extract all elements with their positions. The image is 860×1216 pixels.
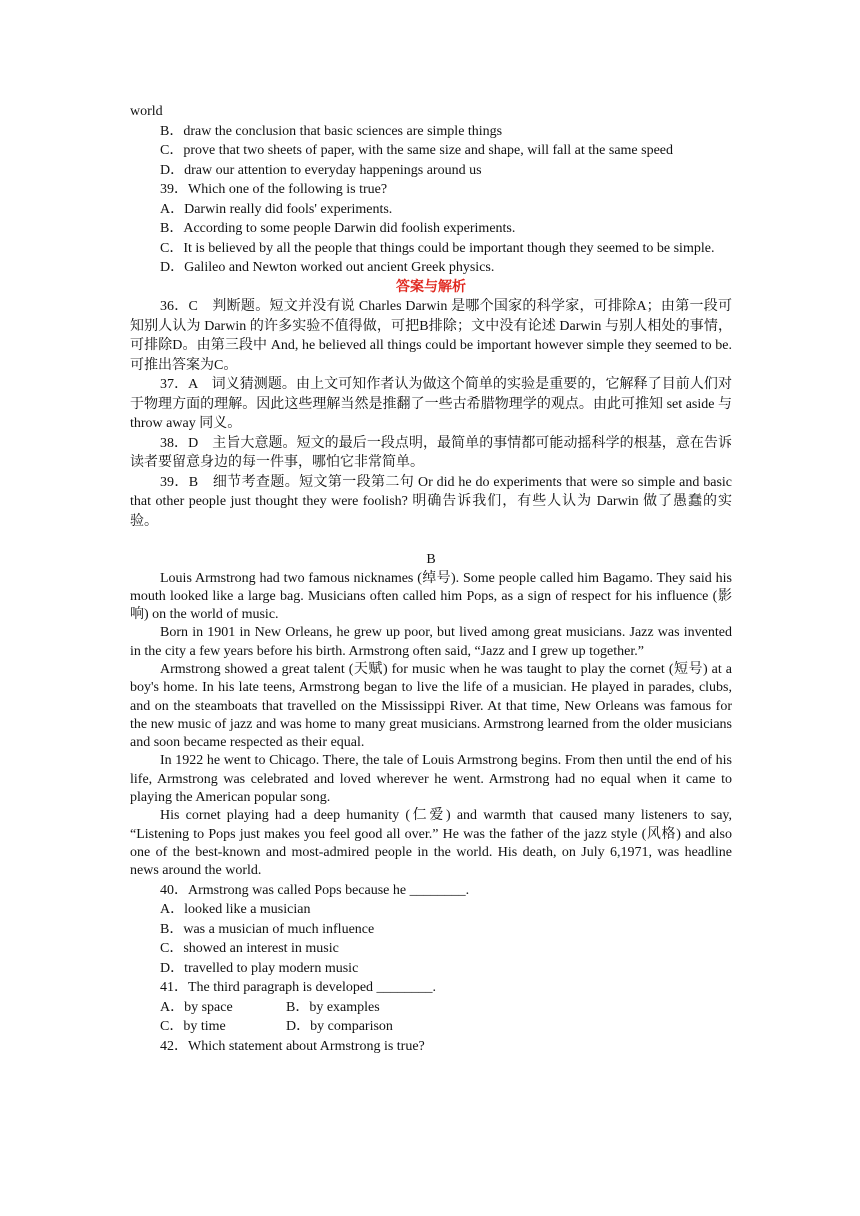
q39-option-b: B．According to some people Darwin did foolish experiments. bbox=[160, 221, 516, 236]
q41-option-d: D．by comparison bbox=[286, 1019, 393, 1035]
q41-stem: 41．The third paragraph is developed ________. bbox=[160, 980, 437, 996]
q39-option-c: C．It is believed by all the people that things could be important though they seemed to be simple. bbox=[160, 240, 715, 256]
passage-b-paragraph-2: Born in 1901 in New Orleans, he grew up poor, but lived among great musicians. Jazz was invented in the city a few years before his birth. Armstrong often said, “Jazz and I grew up together.” bbox=[130, 625, 732, 659]
q40-option-a: A．looked like a musician bbox=[160, 902, 311, 918]
q40-option-c: C．showed an interest in music bbox=[160, 941, 339, 957]
answer-39: 39．B 细节考查题。短文第一段第二句 Or did he do experiments that were so simple and basic that other people just thought they were foolish? 明确告诉我们，有些人认为 Darwin 做了愚蠢的实验。 bbox=[130, 474, 732, 529]
passage-b-paragraph-5: His cornet playing had a deep humanity (仁爱) and warmth that caused many listeners to say, “Listening to Pops just makes you feel good all over.” He was the father of the jazz style (风格) and also one of the best-known and most-admired people in the world. His death, on July 6,1971, was headline news around the world. bbox=[130, 808, 732, 879]
q41-option-b: B．by examples bbox=[286, 999, 380, 1015]
q39-stem: 39．Which one of the following is true? bbox=[160, 182, 388, 197]
answer-38: 38．D 主旨大意题。短文的最后一段点明，最简单的事情都可能动摇科学的根基，意在告诉读者要留意身边的每一件事，哪怕它非常简单。 bbox=[130, 435, 732, 470]
q42-stem: 42．Which statement about Armstrong is true? bbox=[160, 1038, 425, 1054]
q38-continuation: world bbox=[130, 104, 163, 119]
answer-36: 36．C 判断题。短文并没有说 Charles Darwin 是哪个国家的科学家，可排除A；由第一段可知别人认为 Darwin 的许多实验不值得做，可把B排除；文中没有论述 Darwin 与别人相处的事情，可排除D。由第三段中 And, he believed all things could be important however simple they seemed to be. 可推出答案为C。 bbox=[130, 299, 732, 373]
answers-heading: 答案与解析 bbox=[396, 279, 466, 295]
q39-option-a: A．Darwin really did fools' experiments. bbox=[160, 201, 393, 217]
section-gap bbox=[130, 531, 732, 550]
q40-stem: 40．Armstrong was called Pops because he ________. bbox=[160, 882, 470, 898]
q41-option-a: A．by space bbox=[160, 999, 233, 1015]
document-page bbox=[130, 102, 732, 1056]
passage-b-paragraph-3: Armstrong showed a great talent (天赋) for music when he was taught to play the cornet (短号) at a boy's home. In his late teens, Armstrong began to live the life of a musician. He played in parades, clubs, and on the steamboats that travelled on the Mississippi River. At that time, New Orleans was famous for the new music of jazz and was home to many great musicians. Armstrong learned from the older musicians and soon became respected as their equal. bbox=[130, 661, 732, 751]
q38-option-d: D．draw our attention to everyday happenings around us bbox=[160, 162, 482, 178]
q41-options-row-1 bbox=[130, 998, 732, 1018]
q41-option-c: C．by time bbox=[160, 1019, 226, 1035]
q40-option-b: B．was a musician of much influence bbox=[160, 921, 375, 937]
q38-option-c: C．prove that two sheets of paper, with the same size and shape, will fall at the same speed bbox=[160, 143, 674, 158]
q40-option-d: D．travelled to play modern music bbox=[160, 960, 359, 976]
passage-b-paragraph-4: In 1922 he went to Chicago. There, the tale of Louis Armstrong begins. From then until the end of his life, Armstrong was celebrated and loved wherever he went. Armstrong had no equal when it came to playing the American popular song. bbox=[130, 753, 732, 806]
q41-options-row-2 bbox=[130, 1017, 732, 1037]
answer-37: 37．A 词义猜测题。由上文可知作者认为做这个简单的实验是重要的，它解释了目前人们对于物理方面的理解。因此这些理解当然是推翻了一些古希腊物理学的观点。由此可推知 set aside 与 throw away 同义。 bbox=[130, 377, 732, 431]
passage-b-label: B bbox=[426, 552, 436, 567]
q39-option-d: D．Galileo and Newton worked out ancient Greek physics. bbox=[160, 260, 495, 275]
passage-b-paragraph-1: Louis Armstrong had two famous nicknames (绰号). Some people called him Bagamo. They said his mouth looked like a large bag. Musicians often called him Pops, as a sign of respect for his influence (影响) on the world of music. bbox=[130, 570, 732, 623]
q38-option-b: B．draw the conclusion that basic sciences are simple things bbox=[160, 123, 503, 139]
